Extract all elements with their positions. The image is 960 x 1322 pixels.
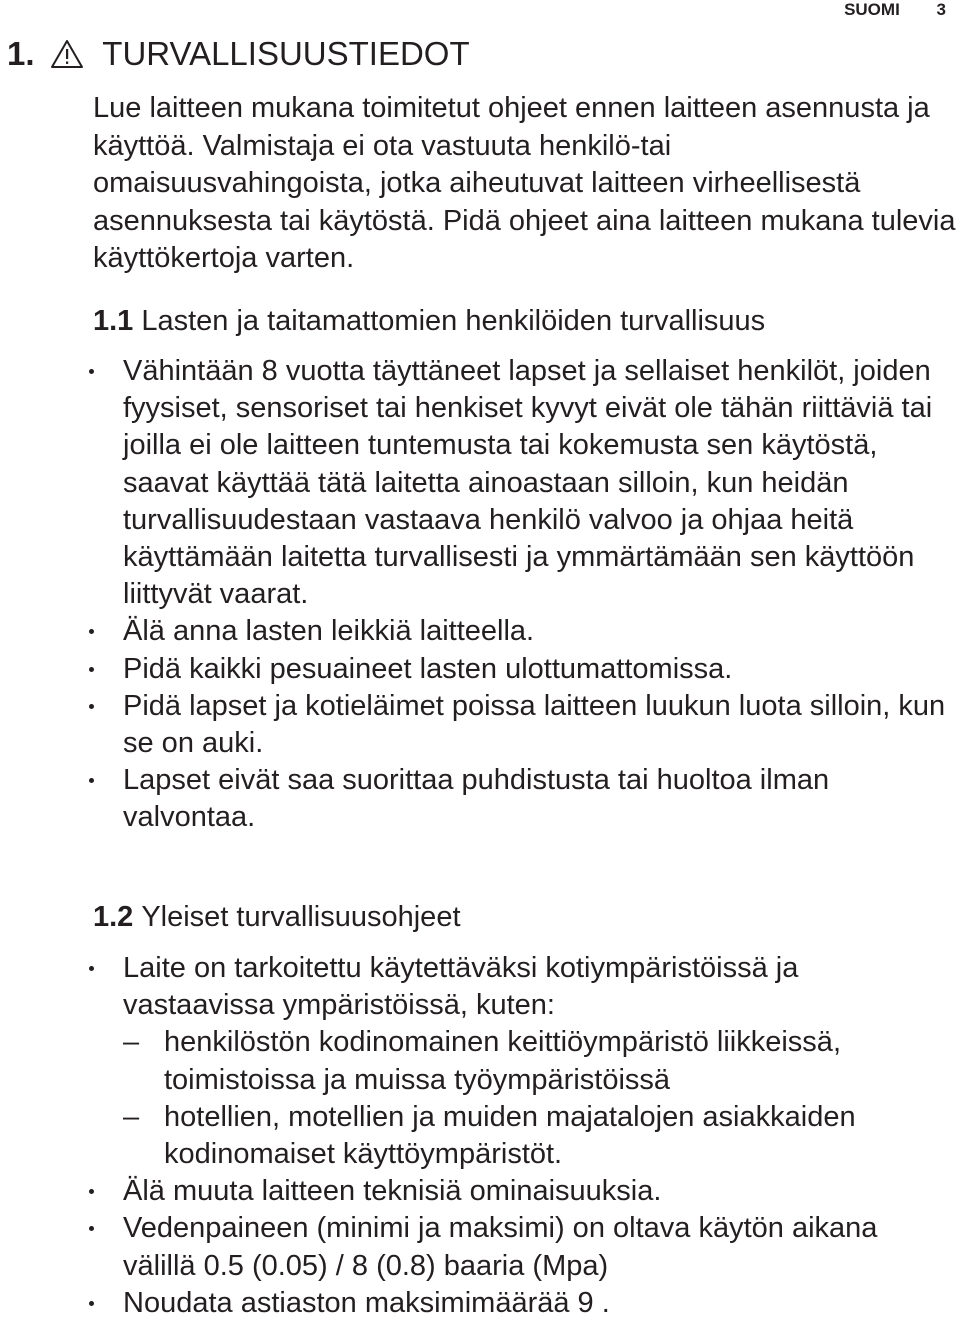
list-item-text: Älä muuta laitteen teknisiä ominaisuuksia. (123, 1175, 662, 1208)
sub-list-item (123, 1099, 944, 1173)
bullet-icon (89, 704, 94, 709)
language-label: SUOMI (844, 0, 900, 19)
subsection-number: 1.2 (93, 901, 134, 933)
bullet-icon (89, 629, 94, 634)
bullet-icon (89, 966, 94, 971)
warning-triangle-icon (50, 39, 84, 69)
bullet-icon (89, 1301, 94, 1306)
list-item-text: Vedenpaineen (minimi ja maksimi) on oltava käytön aikana välillä 0.5 (0.05) / 8 (0.8) baaria (Mpa) (123, 1212, 878, 1282)
list-item-text: Vähintään 8 vuotta täyttäneet lapset ja sellaiset henkilöt, joiden fyysiset, sensoriset tai henkiset kyvyt eivät ole tähän riittäviä tai joilla ei ole laitteen tuntemusta tai kokemusta sen käytöstä, saavat käyttää tätä laitetta ainoastaan silloin, kun heidän turvallisuudestaan vastaava henkilö valvoo ja ohjaa heitä käyttämään laitetta turvallisesti ja ymmärtämään sen käyttöön liittyvät vaarat. (123, 355, 933, 611)
list-item (0, 353, 953, 613)
bullet-icon (89, 1189, 94, 1194)
page-header (844, 0, 946, 20)
section-title: TURVALLISUUSTIEDOT (102, 35, 470, 72)
bullet-icon (89, 778, 94, 783)
bullet-icon (89, 1226, 94, 1231)
general-safety-list (0, 950, 960, 1322)
sub-list-item (123, 1024, 944, 1098)
list-item (0, 1285, 953, 1322)
dash-icon: – (123, 1100, 140, 1133)
section-number: 1. (7, 35, 35, 72)
list-item-text: Lapset eivät saa suorittaa puhdistusta tai huoltoa ilman valvontaa. (123, 764, 830, 834)
list-item-text: Noudata astiaston maksimimäärää 9 . (123, 1286, 610, 1319)
list-item-text: Pidä lapset ja kotieläimet poissa laitteen luukun luota silloin, kun se on auki. (123, 689, 946, 760)
child-safety-list (0, 353, 960, 837)
list-item-text: Pidä kaikki pesuaineet lasten ulottumattomissa. (123, 652, 733, 685)
list-item (0, 613, 953, 650)
list-item (0, 762, 953, 836)
intro-paragraph: Lue laitteen mukana toimitetut ohjeet ennen laitteen asennusta ja käyttöä. Valmistaja ei ota vastuuta henkilö-tai omaisuusvahingoista, jotka aiheutuvat laitteen virheellisestä asennuksesta tai käytöstä. Pidä ohjeet aina laitteen mukana tulevia käyttökertoja varten. (93, 92, 956, 274)
sub-list-item-text: henkilöstön kodinomainen keittiöympäristö liikkeissä, toimistoissa ja muissa työympäristöissä (164, 1026, 841, 1096)
list-item (0, 651, 953, 688)
list-item (0, 1210, 953, 1284)
subsection-number: 1.1 (93, 305, 134, 337)
subsection-title: Yleiset turvallisuusohjeet (141, 901, 461, 933)
bullet-icon (89, 667, 94, 672)
dash-icon: – (123, 1026, 140, 1059)
page-number: 3 (936, 0, 946, 19)
list-item (0, 950, 953, 1173)
subsection-heading-1-2 (93, 899, 461, 935)
subsection-heading-1-1 (93, 303, 765, 339)
sub-list-item-text: hotellien, motellien ja muiden majatalojen asiakkaiden kodinomaiset käyttöympäristöt. (164, 1100, 856, 1171)
usage-environment-list (123, 1024, 953, 1173)
bullet-icon (89, 369, 94, 374)
list-item-text: Älä anna lasten leikkiä laitteella. (123, 615, 535, 648)
section-heading (7, 35, 470, 73)
list-item (0, 1173, 953, 1210)
subsection-title: Lasten ja taitamattomien henkilöiden turvallisuus (141, 305, 766, 337)
list-item (0, 688, 953, 762)
list-item-text: Laite on tarkoitettu käytettäväksi kotiympäristöissä ja vastaavissa ympäristöissä, kuten: (123, 952, 799, 1022)
